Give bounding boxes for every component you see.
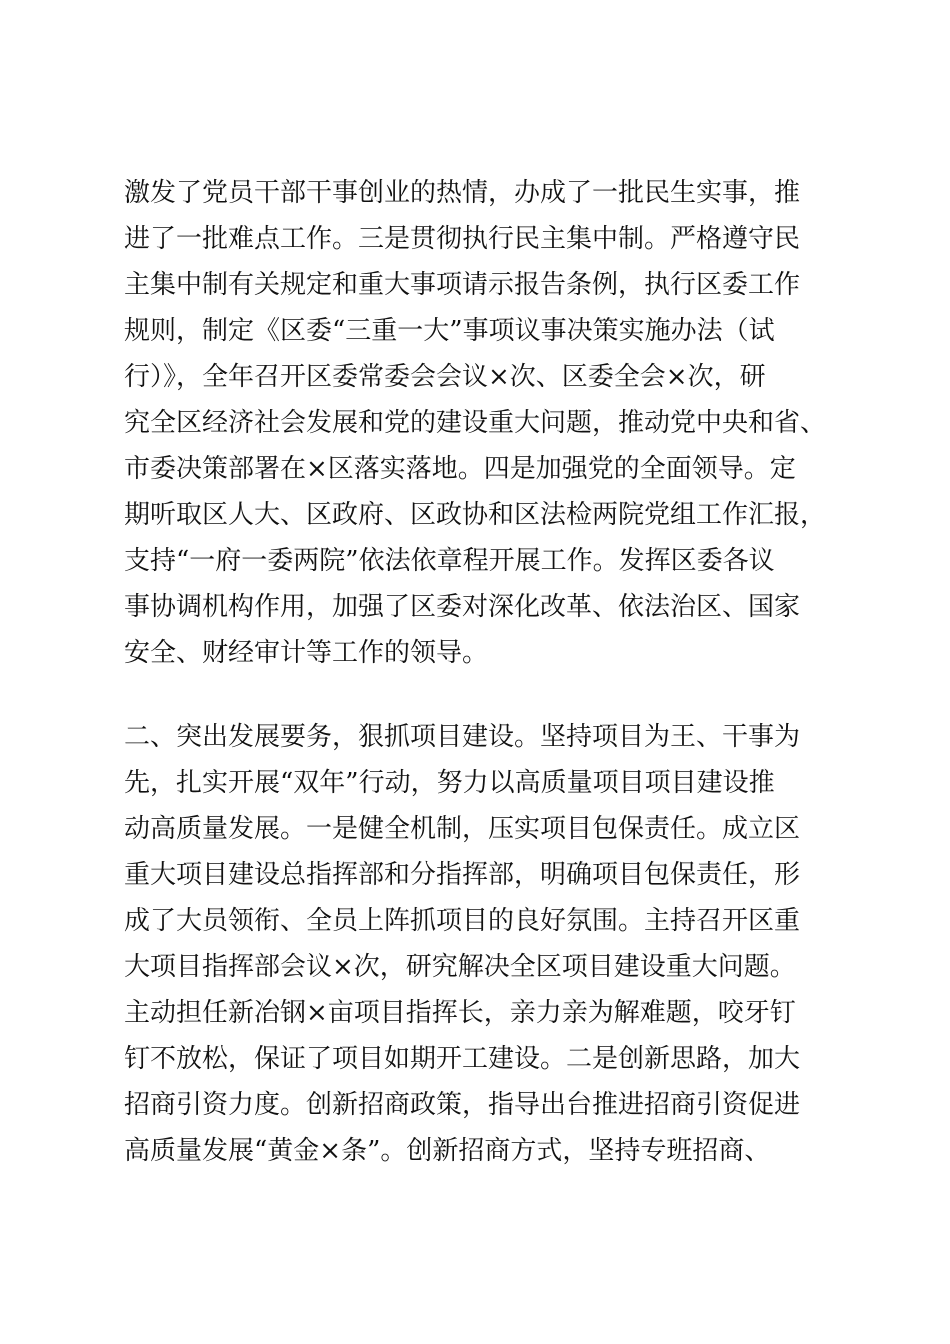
text-line: 安全、财经审计等工作的领导。 <box>124 638 489 668</box>
text-line: 动高质量发展。一是健全机制，压实项目包保责任。成立区 <box>124 814 801 844</box>
text-line: 钉不放松，保证了项目如期开工建设。二是创新思路，加大 <box>124 1044 801 1074</box>
text-line: 主动担任新冶钢×亩项目指挥长，亲力亲为解难题，咬牙钉 <box>124 998 796 1028</box>
text-line: 成了大员领衔、全员上阵抓项目的良好氛围。主持召开区重 <box>124 906 801 936</box>
paragraph-party-leadership <box>124 170 844 676</box>
text-line: 事协调机构作用，加强了区委对深化改革、依法治区、国家 <box>124 592 801 622</box>
text-line: 激发了党员干部干事创业的热情，办成了一批民生实事，推 <box>124 178 801 208</box>
text-line: 期听取区人大、区政府、区政协和区法检两院党组工作汇报， <box>124 500 827 530</box>
text-line: 市委决策部署在×区落实落地。四是加强党的全面领导。定 <box>124 454 796 484</box>
text-line: 进了一批难点工作。三是贯彻执行民主集中制。严格遵守民 <box>124 224 801 254</box>
text-line: 支持“一府一委两院”依法依章程开展工作。发挥区委各议 <box>124 546 775 576</box>
text-line: 规则，制定《区委“三重一大”事项议事决策实施办法（试 <box>124 316 775 346</box>
text-line: 主集中制有关规定和重大事项请示报告条例，执行区委工作 <box>124 270 801 300</box>
text-line: 招商引资力度。创新招商政策，指导出台推进招商引资促进 <box>124 1090 801 1120</box>
text-line: 行）》，全年召开区委常委会会议×次、区委全会×次，研 <box>124 362 766 392</box>
text-line: 二、突出发展要务，狠抓项目建设。坚持项目为王、干事为 <box>124 722 801 752</box>
text-line: 重大项目建设总指挥部和分指挥部，明确项目包保责任，形 <box>124 860 801 890</box>
paragraph-project-construction <box>124 714 844 1174</box>
text-line: 高质量发展“黄金×条”。创新招商方式，坚持专班招商、 <box>124 1136 771 1166</box>
text-line: 先，扎实开展“双年”行动，努力以高质量项目项目建设推 <box>124 768 775 798</box>
text-line: 究全区经济社会发展和党的建设重大问题，推动党中央和省、 <box>124 408 827 438</box>
text-line: 大项目指挥部会议×次，研究解决全区项目建设重大问题。 <box>124 952 796 982</box>
